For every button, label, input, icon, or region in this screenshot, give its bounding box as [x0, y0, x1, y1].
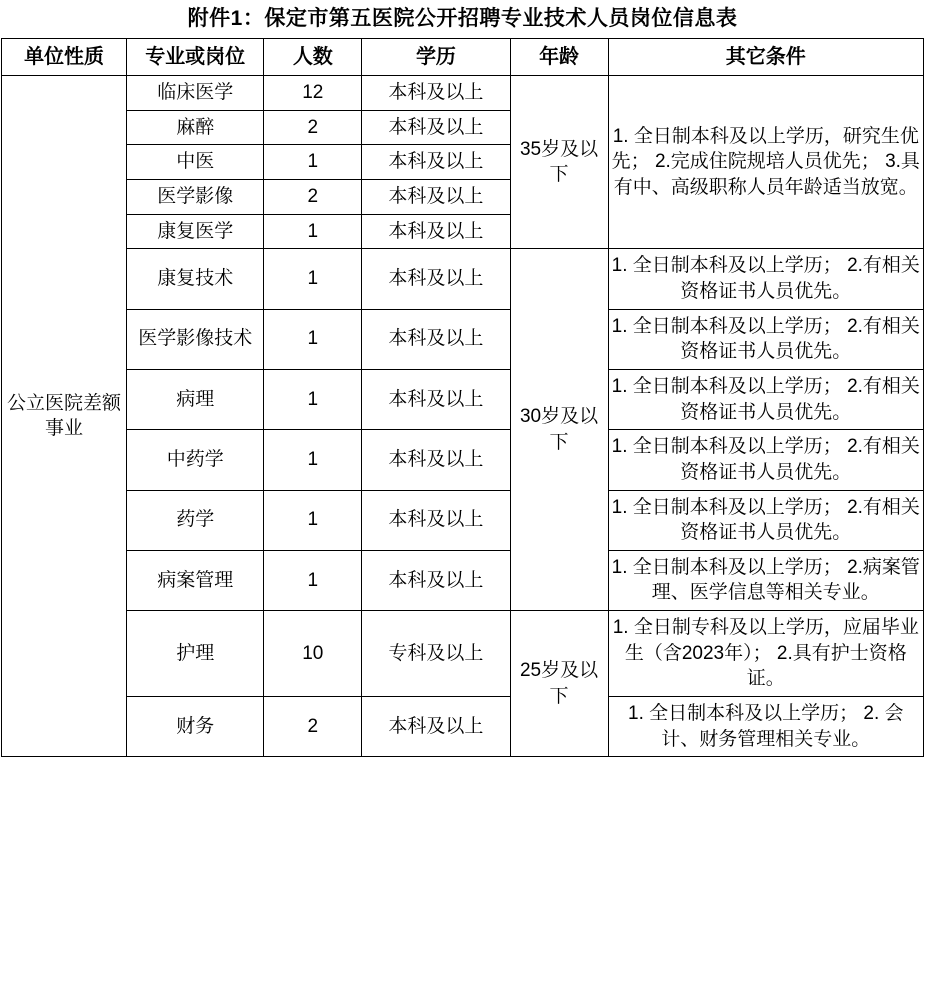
cell-education: 本科及以上 — [362, 180, 510, 215]
header-count: 人数 — [264, 39, 362, 76]
cell-age-group-30: 30岁及以下 — [510, 249, 608, 611]
cell-count: 1 — [264, 490, 362, 550]
cell-unit-nature: 公立医院差额事业 — [2, 76, 127, 757]
cell-major: 中药学 — [127, 430, 264, 490]
cell-education: 本科及以上 — [362, 697, 510, 757]
table-row — [2, 249, 924, 309]
cell-count: 1 — [264, 214, 362, 249]
header-conditions: 其它条件 — [608, 39, 923, 76]
table-row — [2, 490, 924, 550]
cell-age-group-35: 35岁及以下 — [510, 76, 608, 249]
header-age: 年龄 — [510, 39, 608, 76]
table-row — [2, 550, 924, 610]
table-row — [2, 697, 924, 757]
cell-conditions-standard: 1. 全日制本科及以上学历； 2.有相关资格证书人员优先。 — [608, 309, 923, 369]
cell-education: 本科及以上 — [362, 430, 510, 490]
cell-major: 医学影像技术 — [127, 309, 264, 369]
cell-education: 本科及以上 — [362, 550, 510, 610]
cell-major: 护理 — [127, 611, 264, 697]
cell-major: 财务 — [127, 697, 264, 757]
cell-education: 本科及以上 — [362, 145, 510, 180]
table-row — [2, 430, 924, 490]
cell-education: 专科及以上 — [362, 611, 510, 697]
cell-count: 2 — [264, 110, 362, 145]
cell-major: 康复医学 — [127, 214, 264, 249]
recruitment-table — [1, 38, 924, 757]
cell-count: 2 — [264, 697, 362, 757]
cell-age-group-25: 25岁及以下 — [510, 611, 608, 757]
cell-education: 本科及以上 — [362, 76, 510, 111]
cell-education: 本科及以上 — [362, 369, 510, 429]
cell-conditions-finance: 1. 全日制本科及以上学历； 2. 会计、财务管理相关专业。 — [608, 697, 923, 757]
cell-count: 1 — [264, 430, 362, 490]
cell-major: 医学影像 — [127, 180, 264, 215]
cell-education: 本科及以上 — [362, 110, 510, 145]
cell-major: 麻醉 — [127, 110, 264, 145]
cell-education: 本科及以上 — [362, 214, 510, 249]
cell-count: 1 — [264, 369, 362, 429]
cell-conditions-standard: 1. 全日制本科及以上学历； 2.有相关资格证书人员优先。 — [608, 249, 923, 309]
cell-major: 药学 — [127, 490, 264, 550]
cell-major: 病案管理 — [127, 550, 264, 610]
header-education: 学历 — [362, 39, 510, 76]
table-header-row — [2, 39, 924, 76]
cell-major: 康复技术 — [127, 249, 264, 309]
cell-count: 1 — [264, 309, 362, 369]
cell-major: 病理 — [127, 369, 264, 429]
cell-education: 本科及以上 — [362, 309, 510, 369]
cell-education: 本科及以上 — [362, 490, 510, 550]
table-row — [2, 309, 924, 369]
cell-major: 中医 — [127, 145, 264, 180]
table-row — [2, 611, 924, 697]
cell-count: 2 — [264, 180, 362, 215]
cell-count: 1 — [264, 249, 362, 309]
header-unit-nature: 单位性质 — [2, 39, 127, 76]
cell-conditions-nursing: 1. 全日制专科及以上学历，应届毕业生（含2023年）； 2.具有护士资格证。 — [608, 611, 923, 697]
table-row — [2, 369, 924, 429]
cell-conditions-records: 1. 全日制本科及以上学历； 2.病案管理、医学信息等相关专业。 — [608, 550, 923, 610]
cell-conditions-standard: 1. 全日制本科及以上学历； 2.有相关资格证书人员优先。 — [608, 490, 923, 550]
cell-conditions-standard: 1. 全日制本科及以上学历； 2.有相关资格证书人员优先。 — [608, 369, 923, 429]
cell-conditions-clinical: 1. 全日制本科及以上学历，研究生优先； 2.完成住院规培人员优先； 3.具有中、高级职称人员年龄适当放宽。 — [608, 76, 923, 249]
cell-conditions-standard: 1. 全日制本科及以上学历； 2.有相关资格证书人员优先。 — [608, 430, 923, 490]
header-major: 专业或岗位 — [127, 39, 264, 76]
page-title: 附件1：保定市第五医院公开招聘专业技术人员岗位信息表 — [187, 7, 738, 30]
cell-education: 本科及以上 — [362, 249, 510, 309]
cell-major: 临床医学 — [127, 76, 264, 111]
cell-count: 12 — [264, 76, 362, 111]
cell-count: 10 — [264, 611, 362, 697]
cell-count: 1 — [264, 550, 362, 610]
table-row — [2, 76, 924, 111]
cell-count: 1 — [264, 145, 362, 180]
